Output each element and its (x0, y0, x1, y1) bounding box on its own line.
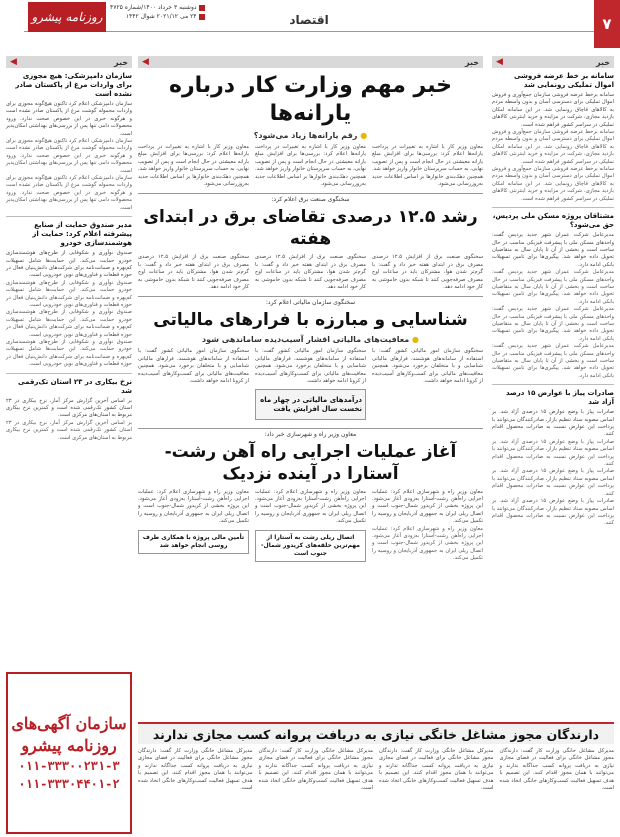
story-headline: سامانه بر خط عرضه فروشی اموال تملیکی رونمایی شد (513, 72, 614, 89)
story-body: مدیرعامل شرکت عمران شهر جدید پردیس گفت: واحدهای مسکن ملی با پیشرفت فیزیکی مناسب در حال ساخت است و بخشی از آن تا پایان سال به متقاضیان تحویل داده خواهد شد. پیگیری‌ها برای تامین تسهیلات بانکی ادامه دارد. (492, 232, 614, 268)
main-subheadline (138, 131, 483, 140)
story-body: سخنگوی سازمان امور مالیاتی کشور گفت: با استفاده از سامانه‌های هوشمند، فرارهای مالیاتی شناسایی و با متخلفان برخورد می‌شود. همچنین معافیت‌های مالیاتی برای کسب‌وکارهای آسیب‌دیده از کرونا ادامه خواهد داشت. (255, 348, 366, 385)
story-body: بر اساس آخرین گزارش مرکز آمار، نرخ بیکاری در ۲۳ استان کشور تک‌رقمی شده است و کمترین نرخ بیکاری مربوط به استان‌های مرکزی است. (6, 419, 132, 441)
story-body: صندوق نوآوری و شکوفایی از طرح‌های هوشمندسازی خودرو حمایت می‌کند. این حمایت‌ها شامل تسهیلات کم‌بهره و ضمانت‌نامه برای شرکت‌های دانش‌بنیان فعال در حوزه قطعات و فناوری‌های نوین خودرویی است. (6, 309, 132, 338)
story-body: معاون وزیر کار با اشاره به تغییرات در پرداخت یارانه‌ها اعلام کرد: بررسی‌ها برای افزایش مبلغ یارانه معیشتی در حال انجام است و پس از تصویب نهایی، به حساب سرپرستان خانوار واریز خواهد شد. همچنین دهک‌بندی خانوارها بر اساس اطلاعات جدید به‌روزرسانی می‌شود. (372, 144, 483, 188)
news-bar-label: خبر (113, 57, 128, 67)
arrow-left-icon: ◀ (10, 57, 17, 67)
divider (6, 373, 132, 374)
divider (138, 296, 483, 297)
story-body: سازمان دامپزشکی اعلام کرد تاکنون هیچ‌گونه مجوزی برای واردات محموله گوشت مرغ از پاکستان صادر نشده است و هرگونه خبری در این خصوص صحت ندارد. ورود محصولات دامی تنها پس از بررسی‌های بهداشتی امکان‌پذیر است. (6, 138, 132, 174)
divider (492, 207, 614, 208)
story-body: مدیرکل مشاغل خانگی وزارت کار گفت: دارندگان مجوز مشاغل خانگی برای فعالیت در فضای مجازی نیازی به دریافت پروانه کسب جداگانه ندارند و می‌توانند با همان مجوز اقدام کنند. این تصمیم با هدف تسهیل فعالیت کسب‌وکارهای خانگی اتخاذ شده است. (379, 748, 494, 792)
story-headline: مشتاقان پروژه مسکن ملی پردیس، حق می‌شود؟ (492, 212, 614, 230)
story-headline-railway: آغاز عملیات اجرایی راه آهن رشت- آستارا در آینده نزدیک (164, 441, 457, 484)
story-body: سامانه برخط عرضه فروشی سازمان جمع‌آوری و فروش اموال تملیکی برای دسترسی آسان و بدون واسطه مردم به کالاهای قاچاق رونمایی شد. در این سامانه امکان بازدید مجازی، شرکت در مزایده و خرید اینترنتی کالاهای تملیکی در سراسر کشور فراهم شده است. (492, 129, 614, 165)
masthead (0, 0, 620, 48)
news-bar (6, 56, 132, 68)
railway-story-columns (138, 489, 483, 566)
story-body: مدیرکل مشاغل خانگی وزارت کار گفت: دارندگان مجوز مشاغل خانگی برای فعالیت در فضای مجازی نیازی به دریافت پروانه کسب جداگانه ندارند و می‌توانند با همان مجوز اقدام کنند. این تصمیم با هدف تسهیل فعالیت کسب‌وکارهای خانگی اتخاذ شده است. (138, 748, 253, 792)
story-body: صندوق نوآوری و شکوفایی از طرح‌های هوشمندسازی خودرو حمایت می‌کند. این حمایت‌ها شامل تسهیلات کم‌بهره و ضمانت‌نامه برای شرکت‌های دانش‌بنیان فعال در حوزه قطعات و فناوری‌های نوین خودرویی است. (6, 279, 132, 308)
news-bar-label: خبر (595, 57, 610, 67)
story-body: معاون وزیر کار با اشاره به تغییرات در پرداخت یارانه‌ها اعلام کرد: بررسی‌ها برای افزایش مبلغ یارانه معیشتی در حال انجام است و پس از تصویب نهایی، به حساب سرپرستان خانوار واریز خواهد شد. همچنین دهک‌بندی خانوارها بر اساس اطلاعات جدید به‌روزرسانی می‌شود. (255, 144, 366, 188)
story-headline-electricity: رشد ۱۲.۵ درصدی تقاضای برق در ابتدای هفته (143, 207, 478, 250)
page-number: ۷ (594, 0, 620, 48)
main-headline: خبر مهم وزارت کار درباره یارانه‌ها (168, 73, 453, 126)
date-line-2: ۲۴ می ۲۰۲۱/۱۲ شوال ۱۴۴۲ (125, 13, 197, 20)
story-body: سازمان دامپزشکی اعلام کرد تاکنون هیچ‌گونه مجوزی برای واردات محموله گوشت مرغ از پاکستان صادر نشده است و هرگونه خبری در این خصوص صحت ندارد. ورود محصولات دامی تنها پس از بررسی‌های بهداشتی امکان‌پذیر است. (6, 101, 132, 137)
inset-title: درآمدهای مالیاتی در چهار ماه نخست سال افزایش یافت (260, 395, 362, 413)
pull-quote-text: تأمین مالی پروژه با همکاری طرف روسی انجام خواهد شد (142, 533, 245, 549)
story-subheadline-text: معافیت‌های مالیاتی اقشار آسیب‌دیده ساماندهی شود (202, 335, 410, 345)
story-body: مدیرعامل شرکت عمران شهر جدید پردیس گفت: واحدهای مسکن ملی با پیشرفت فیزیکی مناسب در حال ساخت است و بخشی از آن تا پایان سال به متقاضیان تحویل داده خواهد شد. پیگیری‌ها برای تامین تسهیلات بانکی ادامه دارد. (492, 343, 614, 379)
story-headline: مدیر صندوق حمایت از صنایع پیشرفته اعلام کرد: حمایت از هوشمندسازی خودرو (32, 221, 132, 248)
center-column (138, 56, 483, 720)
news-bar (492, 56, 614, 68)
story-body: صادرات پیاز با وضع عوارض ۱۵ درصدی آزاد شد. بر اساس مصوبه ستاد تنظیم بازار، صادرکنندگان می‌توانند با پرداخت این عوارض نسبت به صادرات محصول اقدام کنند. (492, 438, 615, 468)
story-body: معاون وزیر راه و شهرسازی اعلام کرد: عملیات اجرایی راه‌آهن رشت-آستارا به‌زودی آغاز می‌شود. این پروژه بخشی از کریدور شمال-جنوب است و اتصال ریلی ایران به جمهوری آذربایجان و روسیه را تکمیل می‌کند. (372, 525, 483, 562)
tax-story-columns (138, 348, 483, 422)
bottom-headline: دارندگان مجوز مشاغل خانگی نیازی به دریافت پروانه کسب مجازی ندارند (138, 722, 614, 744)
electricity-story-columns (138, 254, 483, 291)
story-body: صادرات پیاز با وضع عوارض ۱۵ درصدی آزاد شد. بر اساس مصوبه ستاد تنظیم بازار، صادرکنندگان می‌توانند با پرداخت این عوارض نسبت به صادرات محصول اقدام کنند. (492, 409, 615, 438)
story-body: سخنگوی سازمان امور مالیاتی کشور گفت: با استفاده از سامانه‌های هوشمند، فرارهای مالیاتی شناسایی و با متخلفان برخورد می‌شود. همچنین معافیت‌های مالیاتی برای کسب‌وکارهای آسیب‌دیده از کرونا ادامه خواهد داشت. (138, 348, 249, 385)
story-body: مدیرعامل شرکت عمران شهر جدید پردیس گفت: واحدهای مسکن ملی با پیشرفت فیزیکی مناسب در حال ساخت است و بخشی از آن تا پایان سال به متقاضیان تحویل داده خواهد شد. پیگیری‌ها برای تامین تسهیلات بانکی ادامه دارد. (492, 269, 614, 305)
ad-phone: ۰۱۱-۳۳۳۰۰۲۳۱-۳ (18, 759, 120, 773)
story-body: صادرات پیاز با وضع عوارض ۱۵ درصدی آزاد شد. بر اساس مصوبه ستاد تنظیم بازار، صادرکنندگان می‌توانند با پرداخت این عوارض نسبت به صادرات محصول اقدام کنند. (492, 468, 615, 497)
story-body: صندوق نوآوری و شکوفایی از طرح‌های هوشمندسازی خودرو حمایت می‌کند. این حمایت‌ها شامل تسهیلات کم‌بهره و ضمانت‌نامه برای شرکت‌های دانش‌بنیان فعال در حوزه قطعات و فناوری‌های نوین خودرویی است. (6, 338, 132, 368)
story-body: معاون وزیر راه و شهرسازی اعلام کرد: عملیات اجرایی راه‌آهن رشت-آستارا به‌زودی آغاز می‌شود. این پروژه بخشی از کریدور شمال-جنوب است و اتصال ریلی ایران به جمهوری آذربایجان و روسیه را تکمیل می‌کند. (138, 488, 249, 525)
story-headline: صادرات پیاز با عوارض ۱۵ درصد آزاد شد (505, 389, 614, 407)
issue-meta (110, 3, 205, 21)
newspaper-logo: روزنامه پیشرو (28, 2, 106, 32)
divider (138, 428, 483, 429)
story-body: صندوق نوآوری و شکوفایی از طرح‌های هوشمندسازی خودرو حمایت می‌کند. این حمایت‌ها شامل تسهیلات کم‌بهره و ضمانت‌نامه برای شرکت‌های دانش‌بنیان فعال در حوزه قطعات و فناوری‌های نوین خودرویی است. (6, 250, 132, 279)
story-body: بر اساس آخرین گزارش مرکز آمار، نرخ بیکاری در ۲۳ استان کشور تک‌رقمی شده است و کمترین نرخ بیکاری مربوط به استان‌های مرکزی است. (6, 397, 132, 419)
arrow-left-icon: ◀ (496, 57, 503, 67)
main-subheadline-text: رقم یارانه‌ها زیاد می‌شود؟ (253, 131, 358, 140)
story-body: معاون وزیر راه و شهرسازی اعلام کرد: عملیات اجرایی راه‌آهن رشت-آستارا به‌زودی آغاز می‌شود. این پروژه بخشی از کریدور شمال-جنوب است و اتصال ریلی ایران به جمهوری آذربایجان و روسیه را تکمیل می‌کند. (255, 488, 366, 525)
story-headline-tax: شناسایی و مبارزه با فرارهای مالیاتی (153, 310, 468, 331)
news-bar-label: خبر (464, 57, 479, 67)
bullet-icon: ● (412, 335, 419, 345)
story-body: سامانه برخط عرضه فروشی سازمان جمع‌آوری و فروش اموال تملیکی برای دسترسی آسان و بدون واسطه مردم به کالاهای قاچاق رونمایی شد. در این سامانه امکان بازدید مجازی، شرکت در مزایده و خرید اینترنتی کالاهای تملیکی در سراسر کشور فراهم شده است. (492, 166, 614, 202)
story-body: سخنگوی صنعت برق از افزایش ۱۲.۵ درصدی مصرف برق در ابتدای هفته خبر داد و گفت: با گرم‌تر شدن هوا، مشترکان باید در ساعات اوج مصرف صرفه‌جویی کنند تا شبکه بدون خاموشی به کار خود ادامه دهد. (138, 254, 249, 291)
right-column (492, 56, 614, 720)
story-body: سامانه برخط عرضه فروشی سازمان جمع‌آوری و فروش اموال تملیکی برای دسترسی آسان و بدون واسطه مردم به کالاهای قاچاق رونمایی شد. در این سامانه امکان بازدید مجازی، شرکت در مزایده و خرید اینترنتی کالاهای تملیکی در سراسر کشور فراهم شده است. (492, 92, 614, 128)
news-bar (138, 56, 483, 68)
ad-title: سازمان آگهی‌های (11, 714, 127, 733)
section-title: اقتصاد (24, 8, 594, 32)
date-line-1: دوشنبه ۳ خرداد ۱۴۰۰/شماره ۴۷۲۵ (110, 4, 197, 11)
advertising-box (6, 672, 132, 834)
story-body: مدیرعامل شرکت عمران شهر جدید پردیس گفت: واحدهای مسکن ملی با پیشرفت فیزیکی مناسب در حال ساخت است و بخشی از آن تا پایان سال به متقاضیان تحویل داده خواهد شد. پیگیری‌ها برای تامین تسهیلات بانکی ادامه دارد. (492, 306, 614, 342)
left-column (6, 56, 132, 660)
story-body: مدیرکل مشاغل خانگی وزارت کار گفت: دارندگان مجوز مشاغل خانگی برای فعالیت در فضای مجازی نیازی به دریافت پروانه کسب جداگانه ندارند و می‌توانند با همان مجوز اقدام کنند. این تصمیم با هدف تسهیل فعالیت کسب‌وکارهای خانگی اتخاذ شده است. (499, 748, 614, 792)
inset-box (255, 389, 366, 420)
main-story-columns (138, 144, 483, 188)
story-body: سازمان دامپزشکی اعلام کرد تاکنون هیچ‌گونه مجوزی برای واردات محموله گوشت مرغ از پاکستان صادر نشده است و هرگونه خبری در این خصوص صحت ندارد. ورود محصولات دامی تنها پس از بررسی‌های بهداشتی امکان‌پذیر است. (6, 175, 132, 211)
pull-quote-text: اتصال ریلی رشت به آستارا از مهم‌ترین حلقه‌های کریدور شمال-جنوب است (261, 533, 360, 557)
story-body: سخنگوی صنعت برق از افزایش ۱۲.۵ درصدی مصرف برق در ابتدای هفته خبر داد و گفت: با گرم‌تر شدن هوا، مشترکان باید در ساعات اوج مصرف صرفه‌جویی کنند تا شبکه بدون خاموشی به کار خود ادامه دهد. (255, 254, 366, 291)
story-body: معاون وزیر راه و شهرسازی اعلام کرد: عملیات اجرایی راه‌آهن رشت-آستارا به‌زودی آغاز می‌شود. این پروژه بخشی از کریدور شمال-جنوب است و اتصال ریلی ایران به جمهوری آذربایجان و روسیه را تکمیل می‌کند. (372, 488, 483, 525)
ad-phone: ۰۱۱-۳۳۳۰۴۴۰۱-۲ (18, 777, 120, 791)
source-tag: معاون وزیر راه و شهرسازی خبر داد: (264, 430, 357, 438)
arrow-left-icon: ◀ (142, 57, 149, 67)
divider (138, 193, 483, 194)
story-subheadline (138, 335, 483, 344)
story-body: سخنگوی صنعت برق از افزایش ۱۲.۵ درصدی مصرف برق در ابتدای هفته خبر داد و گفت: با گرم‌تر شدن هوا، مشترکان باید در ساعات اوج مصرف صرفه‌جویی کنند تا شبکه بدون خاموشی به کار خود ادامه دهد. (372, 254, 483, 291)
story-headline: نرخ بیکاری در ۲۳ استان تک‌رقمی شد (18, 377, 132, 395)
square-icon (199, 14, 205, 20)
pull-quote (138, 530, 249, 554)
source-tag: سخنگوی صنعت برق اعلام کرد: (271, 196, 350, 204)
square-icon (199, 5, 205, 11)
story-body: سخنگوی سازمان امور مالیاتی کشور گفت: با استفاده از سامانه‌های هوشمند، فرارهای مالیاتی شناسایی و با متخلفان برخورد می‌شود. همچنین معافیت‌های مالیاتی برای کسب‌وکارهای آسیب‌دیده از کرونا ادامه خواهد داشت. (372, 348, 483, 385)
story-body: صادرات پیاز با وضع عوارض ۱۵ درصدی آزاد شد. بر اساس مصوبه ستاد تنظیم بازار، صادرکنندگان می‌توانند با پرداخت این عوارض نسبت به صادرات محصول اقدام کنند. (492, 498, 615, 527)
bullet-icon: ● (360, 131, 368, 140)
divider (6, 216, 132, 217)
story-headline: سازمان دامپزشکی: هیچ مجوزی برای واردات مرغ از پاکستان صادر نشده است (15, 72, 132, 98)
divider (492, 384, 614, 385)
bottom-story-columns (138, 748, 614, 834)
story-body: معاون وزیر کار با اشاره به تغییرات در پرداخت یارانه‌ها اعلام کرد: بررسی‌ها برای افزایش مبلغ یارانه معیشتی در حال انجام است و پس از تصویب نهایی، به حساب سرپرستان خانوار واریز خواهد شد. همچنین دهک‌بندی خانوارها بر اساس اطلاعات جدید به‌روزرسانی می‌شود. (138, 144, 249, 188)
source-tag: سخنگوی سازمان مالیاتی اعلام کرد: (265, 299, 356, 307)
pull-quote (255, 530, 366, 562)
story-body: مدیرکل مشاغل خانگی وزارت کار گفت: دارندگان مجوز مشاغل خانگی برای فعالیت در فضای مجازی نیازی به دریافت پروانه کسب جداگانه ندارند و می‌توانند با همان مجوز اقدام کنند. این تصمیم با هدف تسهیل فعالیت کسب‌وکارهای خانگی اتخاذ شده است. (258, 748, 373, 792)
ad-subtitle: روزنامه پیشرو (21, 736, 117, 755)
